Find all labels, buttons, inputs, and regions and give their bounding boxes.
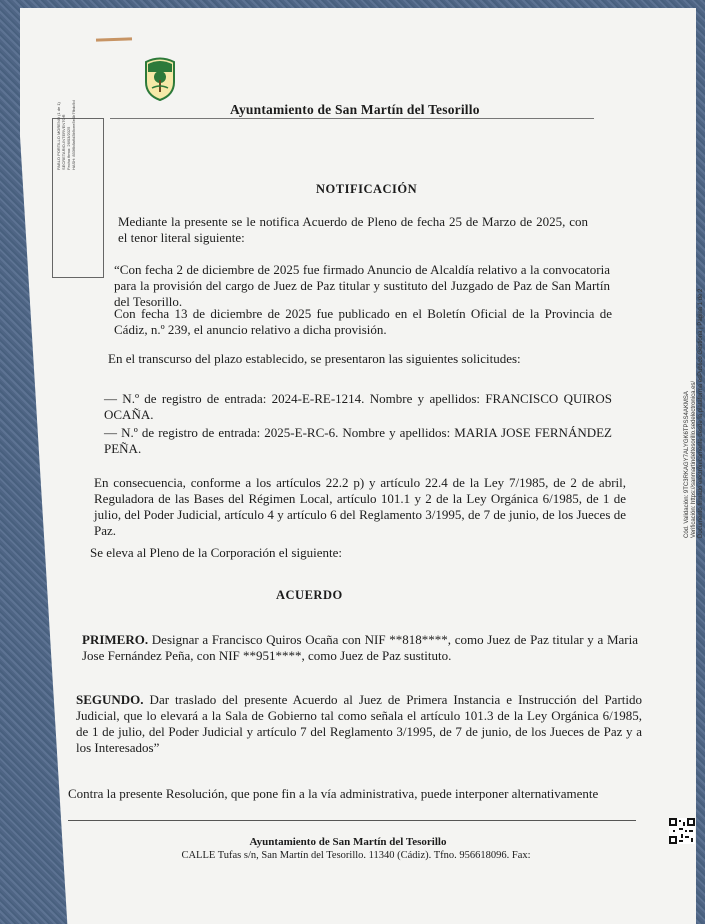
primero-text: Designar a Francisco Quiros Ocaña con NIF **818****, como Juez de Paz titular y a Maria Jose Fernández Peña, con NIF **951****, como Juez de Paz sustituto. xyxy=(82,632,638,663)
stamp-line: Fecha firma: 26/03/2025 xyxy=(66,126,71,170)
footer-divider xyxy=(68,820,636,821)
stamp-line: PABLO PORTILLO MORENO (1 de 1) xyxy=(56,102,61,170)
paragraph-1: “Con fecha 2 de diciembre de 2025 fue firmado Anuncio de Alcaldía relativo a la convocatoria para la provisión del cargo de Juez de Paz titular y sustituto del Juzgado de Paz de San Martín del Tesorillo. xyxy=(114,262,610,309)
signature-stamp-text xyxy=(56,42,76,170)
segundo-text: Dar traslado del presente Acuerdo al Juez de Primera Instancia e Instrucción del Partido Judicial, que lo elevará a la Sala de Gobierno tal como señala el artículo 101.3 de la Ley Orgánica 6/1985, de 1 de julio, del Poder Judicial y artículo 7 del Reglamento 3/1995, de 7 de junio, de los Jueces de Paz y a los Interesados” xyxy=(76,692,642,755)
segundo-paragraph xyxy=(76,692,642,756)
intro-paragraph: Mediante la presente se le notifica Acuerdo de Pleno de fecha 25 de Marzo de 2025, con el tenor literal siguiente: xyxy=(118,214,588,245)
paragraph-2: Con fecha 13 de diciembre de 2025 fue publicado en el Boletín Oficial de la Provincia de Cádiz, n.º 239, el anuncio relativo a dicha provisión. xyxy=(114,306,612,337)
acuerdo-heading: ACUERDO xyxy=(276,588,343,602)
application-item: — N.º de registro de entrada: 2024-E-RE-1214. Nombre y apellidos: FRANCISCO QUIROS OCAÑA. xyxy=(104,391,612,422)
verification-line: Verificación: https://sanmartindeltesorillo.sedelectronica.es/ xyxy=(691,380,697,538)
application-item: — N.º de registro de entrada: 2025-E-RC-6. Nombre y apellidos: MARIA JOSE FERNÁNDEZ PEÑA. xyxy=(104,425,612,456)
document-title: NOTIFICACIÓN xyxy=(316,182,418,196)
verification-line: Documento firmado electrónicamente desde la plataforma esPublico Gestiona | Página 1 de 2 xyxy=(698,288,704,538)
municipal-crest-icon xyxy=(140,52,180,102)
footer-address: CALLE Tufas s/n, San Martín del Tesorillo. 11340 (Cádiz). Tfno. 956618096. Fax: xyxy=(181,850,531,861)
paragraph-4: En consecuencia, conforme a los artículos 22.2 p) y artículo 22.4 de la Ley 7/1985, de 2 de abril, Reguladora de las Bases del Régimen Local, artículo 101.1 y 2 de la Ley Orgánica 6/1985, de 1 de julio, del Poder Judicial, artículo 4 y artículo 6 del Reglamento 3/1995, de 7 de junio, de los Jueces de Paz. xyxy=(94,475,626,538)
header-institution: Ayuntamiento de San Martín del Tesorillo xyxy=(230,102,480,117)
verification-line: Cód. Validación: 9TC3RKAGY7ALYGK6TPSS4AKMSA xyxy=(684,391,690,538)
pen-mark xyxy=(96,37,132,41)
paragraph-5: Se eleva al Pleno de la Corporación el siguiente: xyxy=(90,545,342,560)
segundo-label: SEGUNDO. xyxy=(76,692,144,707)
stamp-line: HASH: 8336b8a6d3b9cee5e0b7fbdc9d xyxy=(71,100,76,170)
header-divider xyxy=(110,118,594,119)
paragraph-3: En el transcurso del plazo establecido, se presentaron las siguientes solicitudes: xyxy=(108,351,521,366)
primero-paragraph xyxy=(82,632,638,664)
stamp-line: SECRETARIO-INTERVENTOR xyxy=(61,114,66,170)
primero-label: PRIMERO. xyxy=(82,632,149,647)
qr-code-icon xyxy=(669,818,695,844)
footer-institution: Ayuntamiento de San Martín del Tesorillo xyxy=(249,836,447,848)
verification-sidebar xyxy=(684,276,705,538)
closing-paragraph: Contra la presente Resolución, que pone fin a la vía administrativa, puede interponer alternativamente xyxy=(68,786,599,801)
